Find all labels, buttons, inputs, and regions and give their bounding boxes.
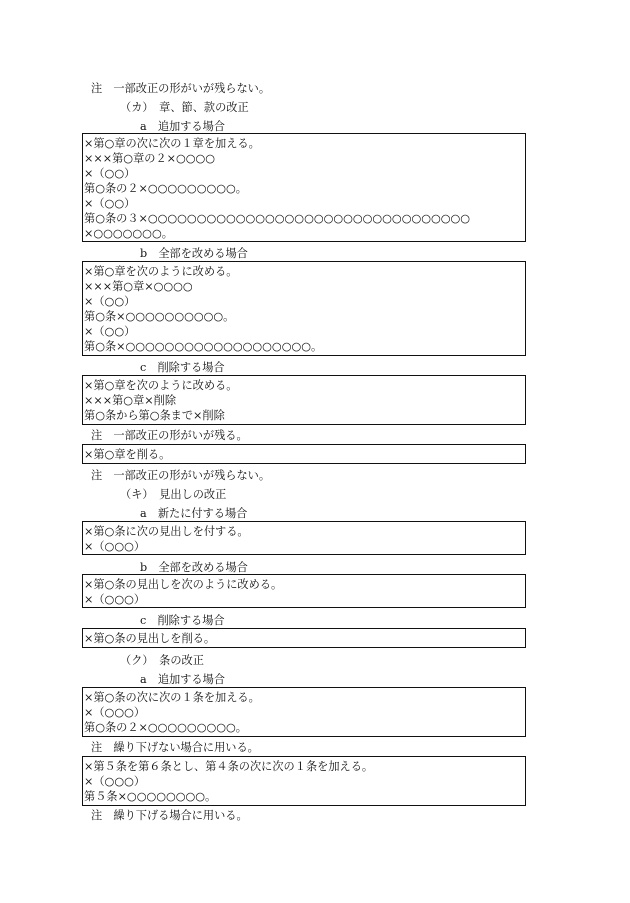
subheading-delete-caption: c 削除する場合	[140, 614, 225, 627]
subheading-replace-caption: b 全部を改める場合	[140, 561, 248, 574]
note-remaining: 注 一部改正の形がいが残る。	[91, 429, 248, 442]
note-not-remaining-1: 注 一部改正の形がいが残らない。	[91, 82, 271, 95]
heading-article-amendment: （ク） 条の改正	[120, 654, 204, 667]
box-line: ×第○章を次のように改める。	[84, 379, 238, 392]
box-line: 第５条×○○○○○○○○。	[84, 790, 217, 803]
note-renumber: 注 繰り下げる場合に用いる。	[91, 809, 248, 822]
subheading-new-caption: a 新たに付する場合	[140, 507, 248, 520]
box-line: 第○条の３×○○○○○○○○○○○○○○○○○○○○○○○○○○○○○○○○○	[84, 212, 471, 225]
box-line: 第○条×○○○○○○○○○○○○○○○○○○○。	[84, 340, 323, 353]
example-box-delete-chapter	[82, 444, 526, 464]
box-line: 第○条×○○○○○○○○○○。	[84, 310, 235, 323]
note-not-remaining-2: 注 一部改正の形がいが残らない。	[91, 469, 271, 482]
box-line: ×××第○章の２×○○○○	[84, 152, 216, 165]
box-line: ×（○○○）	[84, 706, 146, 719]
box-line: ×第○章を次のように改める。	[84, 265, 238, 278]
subheading-add-chapter: a 追加する場合	[140, 120, 225, 133]
example-box-replace-caption	[82, 574, 526, 608]
subheading-replace-chapter: b 全部を改める場合	[140, 247, 248, 260]
box-line: ×第○章の次に次の１章を加える。	[84, 137, 260, 150]
example-box-add-chapter	[82, 133, 526, 242]
box-line: 第○条から第○条まで×削除	[84, 409, 225, 422]
box-line: ×（○○）	[84, 197, 136, 210]
subheading-add-article: a 追加する場合	[140, 673, 225, 686]
example-box-new-caption	[82, 521, 526, 555]
box-line: ×（○○）	[84, 295, 136, 308]
box-line: ×第○章を削る。	[84, 448, 171, 461]
example-box-delete-caption	[82, 628, 526, 648]
box-line: ×第○条に次の見出しを付する。	[84, 525, 249, 538]
example-box-add-article	[82, 687, 526, 737]
box-line: ×○○○○○○○。	[84, 227, 173, 240]
box-line: ×（○○○）	[84, 540, 146, 553]
example-box-replace-chapter	[82, 261, 526, 356]
box-line: ×第○条の見出しを削る。	[84, 632, 216, 645]
box-line: ×××第○章×削除	[84, 394, 177, 407]
box-line: ×××第○章×○○○○	[84, 280, 193, 293]
example-box-delete-chapter-replace	[82, 375, 526, 425]
note-not-renumber: 注 繰り下げない場合に用いる。	[91, 741, 259, 754]
box-line: ×（○○○）	[84, 775, 146, 788]
box-line: ×第○条の次に次の１条を加える。	[84, 691, 260, 704]
box-line: ×第５条を第６条とし、第４条の次に次の１条を加える。	[84, 760, 374, 773]
box-line: ×（○○）	[84, 325, 136, 338]
example-box-renumber-article	[82, 756, 526, 806]
box-line: ×（○○）	[84, 167, 136, 180]
heading-chapter-section-amendment: （カ） 章、節、款の改正	[120, 101, 249, 114]
subheading-delete-chapter: c 削除する場合	[140, 361, 225, 374]
box-line: ×第○条の見出しを次のように改める。	[84, 578, 283, 591]
box-line: ×（○○○）	[84, 593, 146, 606]
box-line: 第○条の２×○○○○○○○○○。	[84, 182, 247, 195]
box-line: 第○条の２×○○○○○○○○○。	[84, 721, 247, 734]
heading-caption-amendment: （キ） 見出しの改正	[120, 488, 227, 501]
